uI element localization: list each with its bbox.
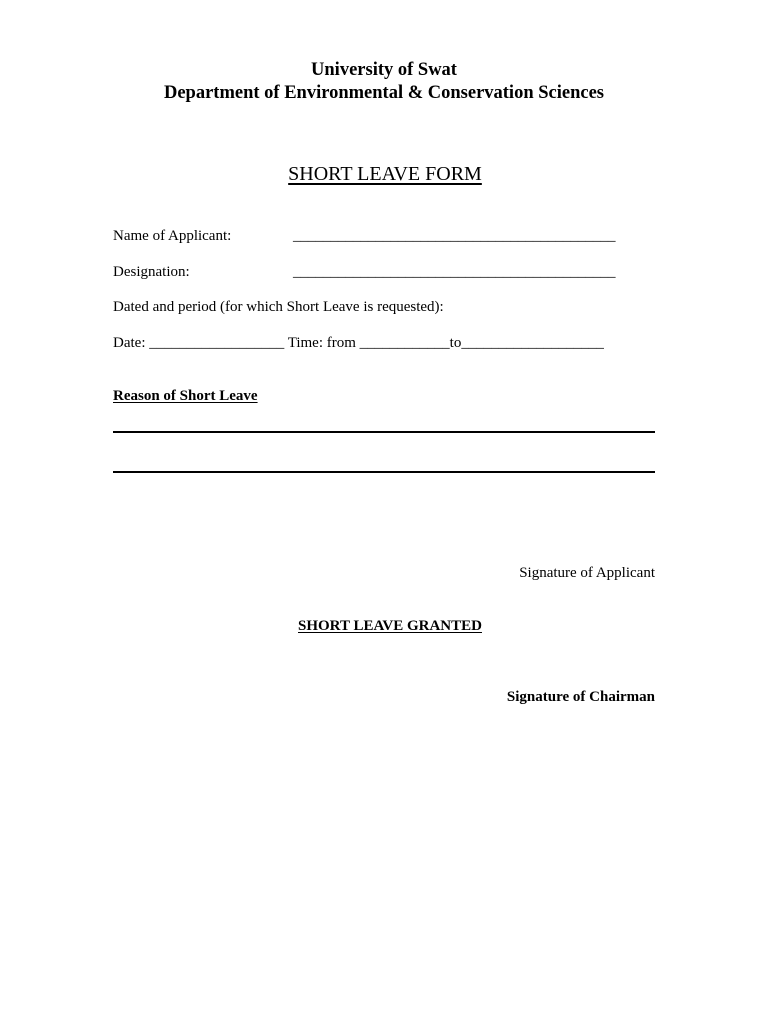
period-instruction: Dated and period (for which Short Leave is requested): [113,299,444,315]
institution-name: University of Swat [311,60,457,80]
applicant-signature-label: Signature of Applicant [519,565,655,581]
leave-granted-heading: SHORT LEAVE GRANTED [298,618,482,634]
applicant-name-label: Name of Applicant: [113,228,232,244]
applicant-name-blank: ___________________________________________ [293,228,616,244]
department-name: Department of Environmental & Conservation Sciences [163,83,605,103]
designation-blank: ___________________________________________ [293,264,616,280]
designation-label: Designation: [113,264,190,280]
reason-line-2 [113,471,655,473]
reason-heading: Reason of Short Leave [113,388,258,404]
chairman-signature-label: Signature of Chairman [506,689,655,705]
date-time-line: Date: __________________ Time: from ____________to___________________ [113,335,604,351]
reason-line-1 [113,431,655,433]
form-title: SHORT LEAVE FORM [288,163,482,185]
